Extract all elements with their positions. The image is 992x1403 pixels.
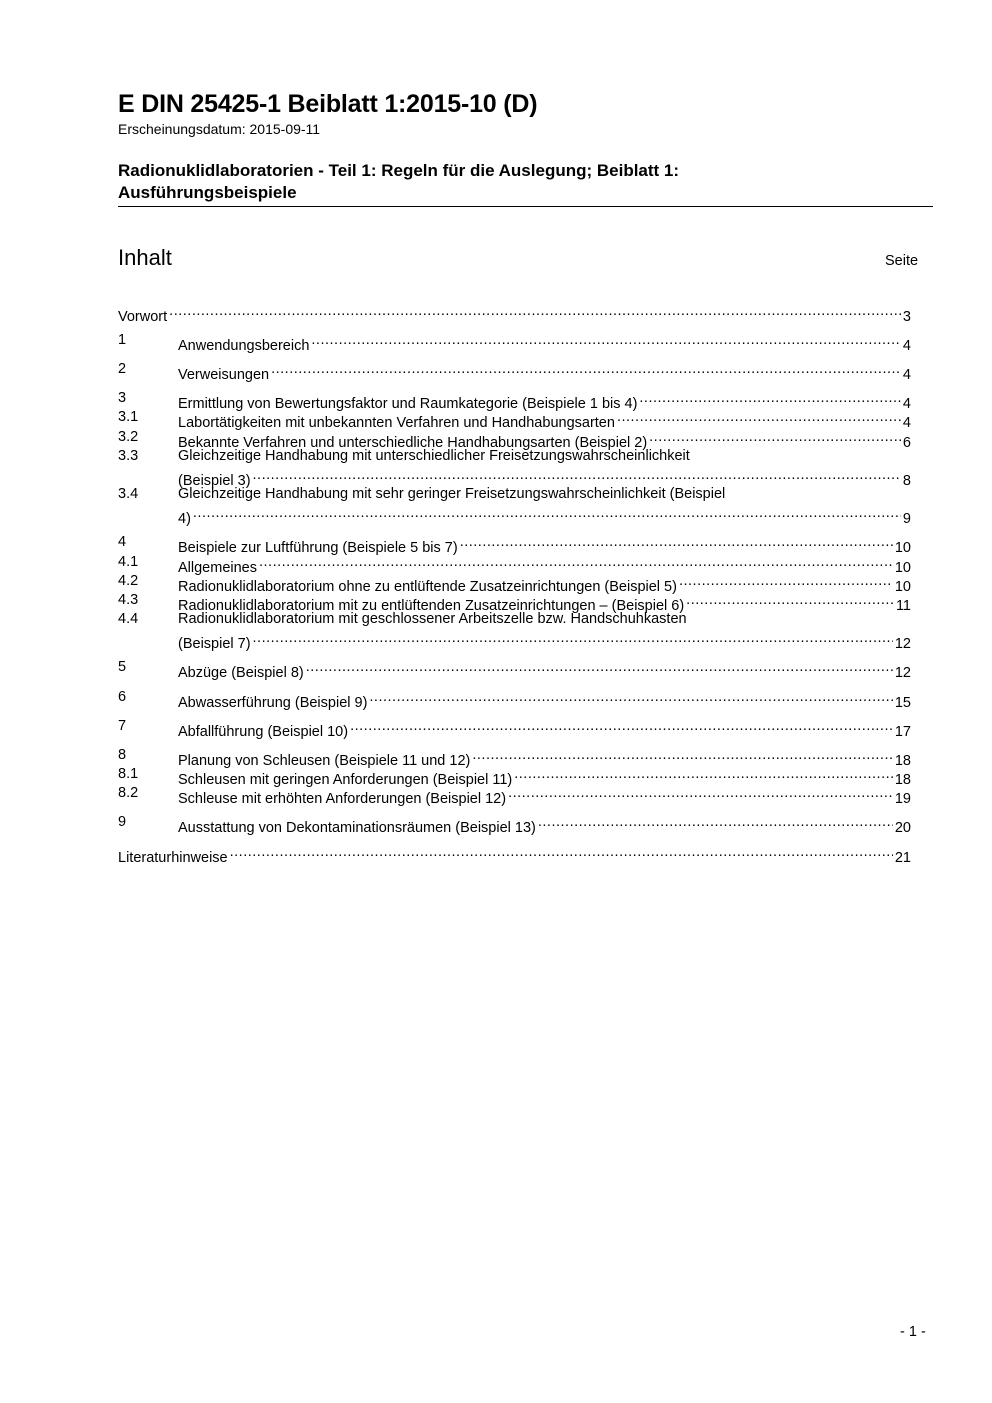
- toc-entry-number: 4.4: [118, 611, 139, 627]
- toc-entry-number: 3.3: [118, 448, 139, 464]
- toc-entry-title: Verweisungen: [178, 367, 270, 383]
- toc-entry-title: Radionuklidlaboratorium ohne zu entlüftende Zusatzeinrichtungen (Beispiel 5): [178, 579, 677, 595]
- toc-entry-page: 12: [894, 665, 911, 681]
- toc-entry-title: Ermittlung von Bewertungsfaktor und Raumkategorie (Beispiele 1 bis 4): [178, 396, 638, 412]
- toc-entry-number: 8: [118, 747, 127, 763]
- toc-entry-3[interactable]: [118, 389, 911, 412]
- toc-entry-page: 19: [894, 791, 911, 807]
- toc-entry-page: 15: [894, 695, 911, 711]
- toc-entry-3-4[interactable]: [118, 485, 911, 527]
- toc-entry-page: 10: [894, 579, 911, 595]
- toc-leader-dots: [460, 533, 893, 552]
- toc-entry-number: 5: [118, 659, 127, 675]
- toc-entry-title: Radionuklidlaboratorium mit zu entlüftenden Zusatzeinrichtungen – (Beispiel 6): [178, 598, 685, 614]
- toc-entry-number: 3: [118, 390, 127, 406]
- toc-entry-page: 3: [902, 309, 911, 325]
- toc-entry-2[interactable]: [118, 360, 911, 383]
- toc-leader-dots: [538, 813, 893, 832]
- toc-entry-title: Schleusen mit geringen Anforderungen (Beispiel 11): [178, 772, 513, 788]
- toc-leader-dots: [230, 843, 893, 862]
- toc-leader-dots: [311, 331, 901, 350]
- publication-date: Erscheinungsdatum: 2015-09-11: [118, 121, 321, 137]
- toc-entry-page: 4: [902, 338, 911, 354]
- toc-entry-page: 6: [902, 435, 911, 451]
- toc-entry-3-2[interactable]: [118, 428, 911, 451]
- toc-entry-number: 8.2: [118, 785, 139, 801]
- toc-entry-8-2[interactable]: [118, 784, 911, 807]
- toc-entry-title-line-1: Radionuklidlaboratorium mit geschlossener Arbeitszelle bzw. Handschuhkasten: [178, 611, 687, 627]
- toc-leader-dots: [306, 658, 893, 677]
- toc-entry-page: 10: [894, 540, 911, 556]
- toc-leader-dots: [514, 765, 893, 784]
- toc-entry-title: Beispiele zur Luftführung (Beispiele 5 bis 7): [178, 540, 458, 556]
- toc-entry-number: 9: [118, 814, 127, 830]
- toc-entry-6[interactable]: [118, 688, 911, 711]
- toc-entry-9[interactable]: [118, 813, 911, 836]
- toc-leader-dots: [253, 466, 901, 485]
- toc-entry-number: 4.1: [118, 554, 139, 570]
- toc-entry-page: 8: [902, 473, 911, 489]
- toc-entry-page: 9: [902, 511, 911, 527]
- toc-leader-dots: [508, 784, 893, 803]
- toc-entry-number: 3.4: [118, 486, 139, 502]
- toc-entry-title: Allgemeines: [178, 560, 257, 576]
- toc-entry-8-1[interactable]: [118, 765, 911, 788]
- toc-entry-title: Planung von Schleusen (Beispiele 11 und 12): [178, 753, 471, 769]
- toc-entry-title: Bekannte Verfahren und unterschiedliche Handhabungsarten (Beispiel 2): [178, 435, 648, 451]
- subject-line-2: Ausführungsbeispiele: [118, 183, 297, 202]
- toc-entry-number: 3.2: [118, 429, 139, 445]
- toc-leader-dots: [649, 428, 901, 447]
- toc-entry-title: Labortätigkeiten mit unbekannten Verfahren und Handhabungsarten: [178, 415, 615, 431]
- subject-line-1: Radionuklidlaboratorien - Teil 1: Regeln für die Auslegung; Beiblatt 1:: [118, 161, 680, 180]
- toc-entry-title: 4): [178, 511, 191, 527]
- toc-entry-1[interactable]: [118, 331, 911, 354]
- toc-entry-number: 4.3: [118, 592, 139, 608]
- toc-entry-number: 2: [118, 361, 127, 377]
- document-title: E DIN 25425-1 Beiblatt 1:2015-10 (D): [118, 90, 538, 118]
- toc-entry-4-2[interactable]: [118, 572, 911, 595]
- toc-heading: Inhalt: [118, 245, 172, 270]
- toc-entry-page: 18: [894, 753, 911, 769]
- toc-entry-title: Abzüge (Beispiel 8): [178, 665, 304, 681]
- toc-entry-vorwort[interactable]: [118, 302, 911, 325]
- toc-leader-dots: [350, 717, 893, 736]
- toc-leader-dots: [169, 302, 901, 321]
- toc-leader-dots: [259, 553, 893, 572]
- toc-entry-title: Anwendungsbereich: [178, 338, 310, 354]
- toc-entry-number: 4: [118, 534, 127, 550]
- toc-entry-number: 1: [118, 332, 127, 348]
- toc-entry-page: 18: [894, 772, 911, 788]
- toc-leader-dots: [472, 746, 893, 765]
- toc-entry-title: Schleuse mit erhöhten Anforderungen (Beispiel 12): [178, 791, 507, 807]
- toc-entry-title-line-1: Gleichzeitige Handhabung mit unterschiedlicher Freisetzungswahrscheinlichkeit: [178, 448, 690, 464]
- page-number: - 1 -: [900, 1324, 926, 1340]
- toc-leader-dots: [369, 688, 892, 707]
- toc-entry-title: Literaturhinweise: [118, 850, 228, 866]
- toc-page-column-label: Seite: [885, 253, 919, 269]
- toc-entry-number: 8.1: [118, 766, 139, 782]
- toc-entry-number: 3.1: [118, 409, 139, 425]
- toc-entry-7[interactable]: [118, 717, 911, 740]
- toc-entry-4-3[interactable]: [118, 591, 911, 614]
- toc-entry-page: 20: [894, 820, 911, 836]
- toc-entry-page: 4: [902, 367, 911, 383]
- toc-entry-4-1[interactable]: [118, 553, 911, 576]
- document-subject: [118, 160, 918, 204]
- toc-entry-page: 4: [902, 396, 911, 412]
- toc-entry-number: 4.2: [118, 573, 139, 589]
- toc-entry-number: 7: [118, 718, 127, 734]
- toc-entry-page: 4: [902, 415, 911, 431]
- toc-entry-3-3[interactable]: [118, 447, 911, 489]
- header-divider: [118, 206, 933, 207]
- toc-entry-3-1[interactable]: [118, 408, 911, 431]
- toc-entry-4-4[interactable]: [118, 610, 911, 652]
- toc-leader-dots: [639, 389, 901, 408]
- toc-entry-page: 11: [895, 598, 911, 614]
- toc-entry-title: (Beispiel 3): [178, 473, 251, 489]
- toc-entry-literaturhinweise[interactable]: [118, 843, 911, 866]
- toc-entry-title: Vorwort: [118, 309, 168, 325]
- toc-entry-title-line-1: Gleichzeitige Handhabung mit sehr geringer Freisetzungswahrscheinlichkeit (Beispiel: [178, 486, 726, 502]
- toc-leader-dots: [617, 408, 901, 427]
- toc-entry-page: 12: [894, 636, 911, 652]
- toc-leader-dots: [686, 591, 894, 610]
- toc-entry-number: 6: [118, 689, 127, 705]
- toc-entry-title: (Beispiel 7): [178, 636, 251, 652]
- toc-entry-title: Abwasserführung (Beispiel 9): [178, 695, 368, 711]
- toc-entry-5[interactable]: [118, 658, 911, 681]
- toc-entry-title: Abfallführung (Beispiel 10): [178, 724, 349, 740]
- toc-entry-4[interactable]: [118, 533, 911, 556]
- toc-leader-dots: [679, 572, 893, 591]
- toc-entry-page: 21: [894, 850, 911, 866]
- toc-leader-dots: [271, 360, 901, 379]
- toc-entry-8[interactable]: [118, 746, 911, 769]
- toc-leader-dots: [253, 629, 893, 648]
- toc-entry-title: Ausstattung von Dekontaminationsräumen (Beispiel 13): [178, 820, 536, 836]
- toc-entry-page: 17: [894, 724, 911, 740]
- toc-leader-dots: [193, 504, 901, 523]
- toc-entry-page: 10: [894, 560, 911, 576]
